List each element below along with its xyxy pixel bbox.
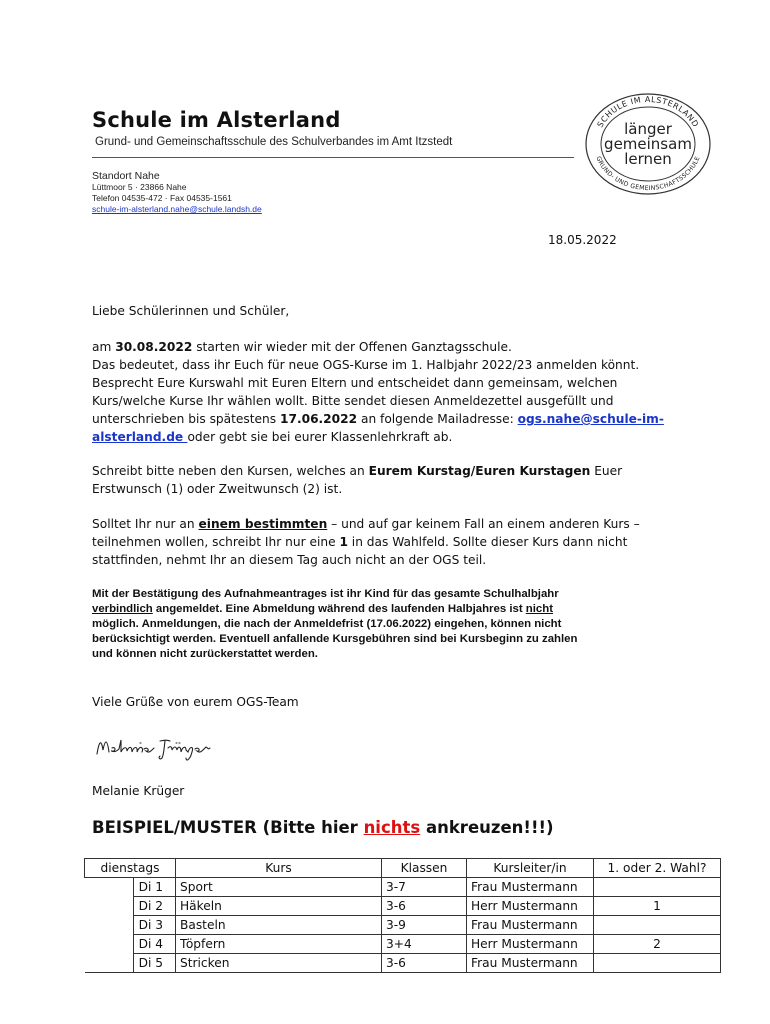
- cell-choice[interactable]: 1: [594, 897, 721, 916]
- p3-a: Solltet Ihr nur an: [92, 517, 199, 531]
- heading-red: nichts: [363, 818, 421, 837]
- paragraph-1: [92, 338, 682, 446]
- table-row: [85, 916, 721, 935]
- p2-bold: Eurem Kurstag/Euren Kurstagen: [368, 464, 591, 478]
- notice-verbindlich: verbindlich: [92, 603, 153, 615]
- p1-line-5-a: unterschrieben bis spätestens: [92, 412, 280, 426]
- address: Lüttmoor 5 · 23866 Nahe: [92, 182, 187, 192]
- paragraph-2: [92, 462, 682, 498]
- heading-a: BEISPIEL/MUSTER (Bitte hier: [92, 818, 364, 837]
- closing-text: Viele Grüße von eurem OGS-Team: [92, 695, 299, 709]
- cell-choice[interactable]: [594, 954, 721, 973]
- p2-b: Euer: [590, 464, 623, 478]
- ogs-mail-link-part-2[interactable]: alsterland.de: [92, 430, 188, 444]
- p1-line-5: [92, 410, 682, 428]
- p3-line-2-b: in das Wahlfeld. Sollte dieser Kurs dann nicht: [347, 535, 628, 549]
- notice-line-5: und können nicht zurückerstattet werden.: [92, 648, 318, 660]
- cell-teacher: Frau Mustermann: [467, 954, 594, 973]
- closing: [92, 693, 682, 711]
- start-date: 30.08.2022: [115, 340, 193, 354]
- p3-b: – und auf gar keinem Fall an einem anderen Kurs –: [327, 517, 640, 531]
- row-spacer: [85, 878, 134, 897]
- cell-course: Sport: [176, 878, 382, 897]
- heading-b: ankreuzen!!!): [420, 818, 554, 837]
- p2-a: Schreibt bitte neben den Kursen, welches an: [92, 464, 369, 478]
- p3-line-1: [92, 515, 682, 533]
- signer-block: [92, 782, 682, 800]
- p3-line-3: stattfinden, nehmt Ihr an diesem Tag auch nicht an der OGS teil.: [92, 553, 487, 567]
- p3-line-2: [92, 533, 682, 551]
- phone-fax: Telefon 04535-472 · Fax 04535-1561: [92, 193, 232, 203]
- cell-teacher: Herr Mustermann: [467, 935, 594, 954]
- col-header-course: Kurs: [176, 859, 382, 878]
- letter-date: 18.05.2022: [548, 233, 617, 247]
- logo-line-2: gemeinsam: [604, 135, 692, 153]
- row-spacer: [85, 954, 134, 973]
- p1-b: starten wir wieder mit der Offenen Ganztagsschule.: [192, 340, 512, 354]
- p1-line-6-b: oder gebt sie bei eurer Klassenlehrkraft ab.: [187, 430, 453, 444]
- notice-line-1: Mit der Bestätigung des Aufnahmeantrages ist ihr Kind für das gesamte Schulhalbjahr: [92, 588, 559, 600]
- paragraph-3: [92, 515, 682, 569]
- school-logo: [584, 92, 712, 196]
- table-header-row: [85, 859, 721, 878]
- cell-classes: 3-7: [382, 878, 467, 897]
- school-subtitle: Grund- und Gemeinschaftsschule des Schulverbandes im Amt Itzstedt: [95, 136, 453, 148]
- cell-course: Stricken: [176, 954, 382, 973]
- cell-course: Basteln: [176, 916, 382, 935]
- notice-line-4: berücksichtigt werden. Eventuell anfallende Kursgebühren sind bei Kursbeginn zu zahlen: [92, 633, 578, 645]
- cell-day: Di 2: [133, 897, 176, 916]
- p1-line-1: [92, 338, 682, 356]
- cell-course: Töpfern: [176, 935, 382, 954]
- cell-classes: 3-6: [382, 954, 467, 973]
- row-spacer: [85, 916, 134, 935]
- greeting-text: Liebe Schülerinnen und Schüler,: [92, 304, 290, 318]
- notice-line-2: [92, 602, 577, 617]
- binding-notice: [92, 587, 577, 662]
- p1-line-3: Besprecht Eure Kurswahl mit Euren Eltern und entscheidet dann gemeinsam, welchen: [92, 376, 618, 390]
- p1-line-6: [92, 428, 682, 446]
- col-header-day: dienstags: [85, 859, 176, 878]
- cell-teacher: Herr Mustermann: [467, 897, 594, 916]
- notice-nicht: nicht: [525, 603, 553, 615]
- header-divider: [92, 157, 574, 158]
- p1-line-5-b: an folgende Mailadresse:: [357, 412, 518, 426]
- logo-line-1: länger: [624, 120, 672, 138]
- cell-classes: 3-9: [382, 916, 467, 935]
- table-row: [85, 897, 721, 916]
- p2-line-1: [92, 462, 682, 480]
- p1-a: am: [92, 340, 116, 354]
- table-row: [85, 878, 721, 897]
- cell-day: Di 5: [133, 954, 176, 973]
- col-header-choice: 1. oder 2. Wahl?: [594, 859, 721, 878]
- deadline-date: 17.06.2022: [280, 412, 358, 426]
- col-header-teacher: Kursleiter/in: [467, 859, 594, 878]
- cell-teacher: Frau Mustermann: [467, 878, 594, 897]
- logo-ring-top: SCHULE IM ALSTERLAND: [595, 94, 701, 129]
- cell-course: Häkeln: [176, 897, 382, 916]
- ogs-mail-link-part-1[interactable]: ogs.nahe@schule-im-: [517, 412, 664, 426]
- cell-choice[interactable]: 2: [594, 935, 721, 954]
- p1-line-4: Kurs/welche Kurse Ihr wählen wollt. Bitte sendet diesen Anmeldezettel ausgefüllt und: [92, 394, 614, 408]
- logo-ring-bottom: GRUND- UND GEMEINSCHAFTSSCHULE: [594, 155, 702, 193]
- p2-line-2: Erstwunsch (1) oder Zweitwunsch (2) ist.: [92, 482, 343, 496]
- p1-line-2: Das bedeutet, dass ihr Euch für neue OGS-Kurse im 1. Halbjahr 2022/23 anmelden könnt.: [92, 358, 640, 372]
- p3-line-2-a: teilnehmen wollen, schreibt Ihr nur eine: [92, 535, 340, 549]
- cell-day: Di 1: [133, 878, 176, 897]
- col-header-classes: Klassen: [382, 859, 467, 878]
- table-row: [85, 954, 721, 973]
- cell-day: Di 4: [133, 935, 176, 954]
- site-label: Standort Nahe: [92, 170, 160, 182]
- cell-choice[interactable]: [594, 878, 721, 897]
- signer-name: Melanie Krüger: [92, 784, 185, 798]
- p3-bold: einem bestimmten: [198, 517, 328, 531]
- notice-line-3: möglich. Anmeldungen, die nach der Anmeldefrist (17.06.2022) eingehen, können nicht: [92, 618, 562, 630]
- course-table: [84, 858, 721, 973]
- cell-classes: 3-6: [382, 897, 467, 916]
- cell-teacher: Frau Mustermann: [467, 916, 594, 935]
- school-email-link[interactable]: schule-im-alsterland.nahe@schule.landsh.de: [92, 204, 262, 214]
- logo-line-3: lernen: [624, 150, 672, 168]
- cell-choice[interactable]: [594, 916, 721, 935]
- handwritten-signature: [94, 732, 214, 762]
- row-spacer: [85, 935, 134, 954]
- table-row: [85, 935, 721, 954]
- p3-one: 1: [339, 535, 348, 549]
- greeting: [92, 302, 682, 320]
- example-heading: [92, 818, 554, 837]
- cell-day: Di 3: [133, 916, 176, 935]
- cell-classes: 3+4: [382, 935, 467, 954]
- notice-line-2-b: angemeldet. Eine Abmeldung während des laufenden Halbjahres ist: [152, 603, 526, 615]
- school-name: Schule im Alsterland: [92, 108, 341, 132]
- row-spacer: [85, 897, 134, 916]
